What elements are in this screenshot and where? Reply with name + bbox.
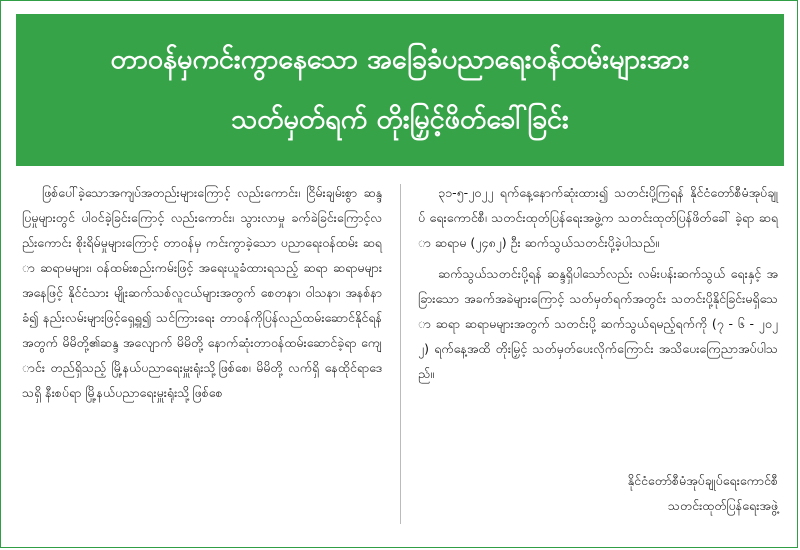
- body-paragraph-right-1: ၃၁-၅-၂၀၂၂ ရက်နေ့နောက်ဆုံးထား၍ သတင်းပို့ကြရန် နိုင်ငံတော်စီမံအုပ်ချုပ် ရေးကောင်စီ၊ သတင်းထုတ်ပြန်ရေးအဖွဲ့က သတင်းထုတ်ပြန်ဖိတ်ခေါ် ခဲ့ရာ ဆရာ ဆရာမ (၂၄၈၂) ဦး ဆက်သွယ်သတင်းပို့ခဲ့ပါသည်။: [418, 185, 778, 250]
- body-paragraph-right-2: ဆက်သွယ်သတင်းပို့ရန် ဆန္ဒရှိပါသော်လည်း လမ်းပန်းဆက်သွယ် ရေးနှင့် အခြားသော အခက်အခဲများကြောင့် သတ်မှတ်ရက်အတွင်း သတင်းပို့နိုင်ခြင်းမရှိသော ဆရာ ဆရာမများအတွက် သတင်းပို့ ဆက်သွယ်ရမည့်ရက်ကို (၇ - ၆ - ၂၀၂၂) ရက်နေ့အထိ တိုးမြှင့် သတ်မှတ်ပေးလိုက်ကြောင်း အသိပေးကြေညာအပ်ပါသည်။: [418, 266, 778, 381]
- headline-line-1: တာဝန်မှကင်းကွာနေသော အခြေခံပညာရေးဝန်ထမ်းများအား: [110, 44, 690, 75]
- signature-line-2: သတင်းထုတ်ပြန်ရေးအဖွဲ့: [667, 498, 778, 513]
- headline-line-2: သတ်မှတ်ရက် တိုးမြှင့်ဖိတ်ခေါ်ခြင်း: [231, 104, 569, 135]
- headline-banner: [16, 14, 784, 166]
- body-paragraph-left: ဖြစ်ပေါ်ခဲ့သောအကျပ်အတည်းများကြောင့် လည်းကောင်း၊ ငြိမ်းချမ်းစွာ ဆန္ဒပြမှုများတွင် ပါဝင်ခဲ့ခြင်းကြောင့် လည်းကောင်း၊ သွားလာမှု ခက်ခဲခြင်းကြောင့်လည်းကောင်း စိုးရိမ်မှုများကြောင့် တာဝန်မှ ကင်းကွာခဲ့သော ပညာရေးဝန်ထမ်း ဆရာ ဆရာမများ၊ ဝန်ထမ်းစည်းကမ်းဖြင့် အရေးယူခံထားရသည့် ဆရာ ဆရာမများ အနေဖြင့် နိုင်ငံသား မျိုးဆက်သစ်လူငယ်များအတွက် စေတနာ၊ ဝါသနာ၊ အနစ်နာခံ၍ နည်းလမ်းများဖြင့်ရှေ့ရှု၍ သင်ကြားရေး တာဝန်ကိုပြန်လည်ထမ်းဆောင်နိုင်ရန်အတွက် မိမိတို့၏ဆန္ဒ အလျောက် မိမိတို့ နောက်ဆုံးတာဝန်ထမ်းဆောင်ခဲ့ရာ ကျောင်း တည်ရှိသည့် မြို့နယ်ပညာရေးမှူးရုံးသို့ဖြစ်စေ၊ မိမိတို့ လက်ရှိ နေထိုင်ရာဒေသရှိ နီးစပ်ရာ မြို့နယ်ပညာရေးမှူးရုံးသို့ဖြစ်စေ: [22, 185, 382, 400]
- signature-block: [418, 468, 778, 518]
- right-column: [418, 180, 778, 392]
- notice-body: [22, 180, 778, 530]
- left-column: [22, 180, 382, 411]
- signature-line-1: နိုင်ငံတော်စီမံအုပ်ချုပ်ရေးကောင်စီ: [627, 473, 778, 488]
- column-divider: [400, 184, 401, 524]
